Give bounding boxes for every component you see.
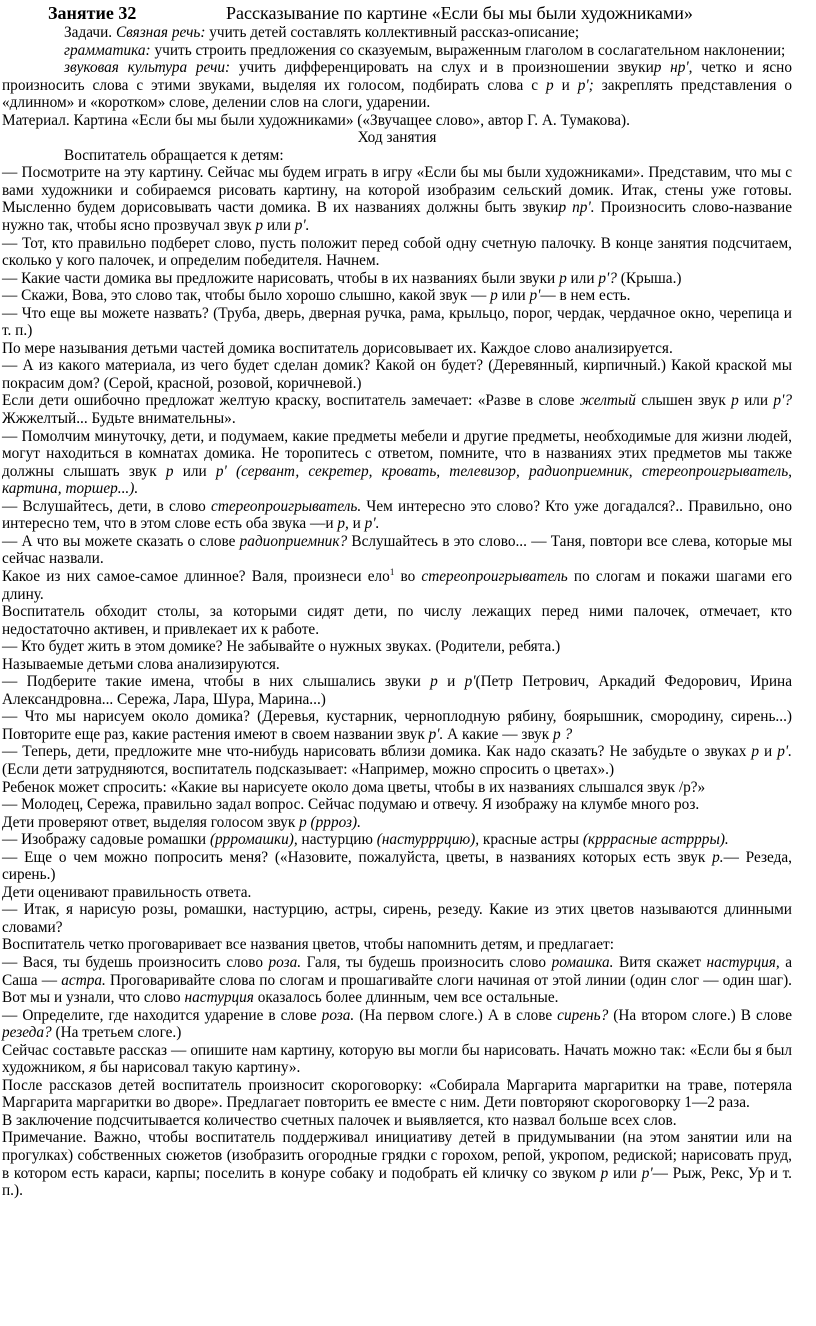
teacher-intro: Воспитатель обращается к детям: [64,146,284,164]
paragraph: В заключение подсчитывается количество счетных палочек и выявляется, кто назвал больше всех слов. [2,1111,677,1129]
paragraph: Дети проверяют ответ, выделяя голосом звук р (ррроз). [2,813,361,831]
tasks-sound: звуковая культура речи: учить дифференцировать на слух и в произношении звукир нр', четко и ясно произносить слова с этими звуками, выделяя их голосом, подбирать слова с р и р'; закреплять представления о «длинном» и «коротком» слове, делении слов на слоги, ударении. [2,59,793,112]
paragraph: Дети оценивают правильность ответа. [2,883,252,901]
lesson-number: Занятие 32 [48,3,137,23]
paragraph: — Скажи, Вова, это слово так, чтобы было хорошо слышно, какой звук — р или р'— в нем есть. [2,287,631,305]
paragraph: Сейчас составьте рассказ — опишите нам картину, которую вы могли бы нарисовать. Начать можно так: «Если бы я был художником, я бы нарисовал такую картину». [2,1041,792,1077]
paragraph: — А из какого материала, из чего будет сделан домик? Какой он будет? (Деревянный, кирпичный.) Какой краской мы покрасим дом? (Серой, красной, розовой, коричневой.) [2,357,792,392]
paragraph: — Какие части домика вы предложите нарисовать, чтобы в их названиях были звуки р или р'? (Крыша.) [2,269,682,287]
course-heading: Ход занятия [357,129,437,147]
paragraph: — Определите, где находится ударение в слове роза. (На первом слоге.) А в слове сирень? (На втором слоге.) В слове резеда? (На третьем слоге.) [2,1006,792,1042]
material-paragraph: Материал. Картина «Если бы мы были художниками» («Звучащее слово», автор Г. А. Тумакова). [2,111,630,129]
paragraph: Какое из них самое-самое длинное? Валя, произнеси ело$^1$ во стереопроигрыватель по слогам и покажи шагами его длину. [2,566,792,603]
paragraph: — Что мы нарисуем около домика? (Деревья, кустарник, черноплодную рябину, боярышник, смородину, сирень...) Повторите еще раз, какие растения имеют в своем названии звук р'. А какие — звук р ? [2,708,792,743]
paragraph: — Посмотрите на эту картину. Сейчас мы будем играть в игру «Если бы мы были художниками». Представим, что мы с вами художники и собираемся рисовать картину, на которой изобразим сельский домик. Итак, стены уже готовы. Мысленно будем дорисовывать части домика. В их названиях должны быть звукир пр'. Произносить слово-название нужно так, чтобы ясно прозвучал звук р или р'. [2,164,792,235]
paragraph: Ребенок может спросить: «Какие вы нарисуете около дома цветы, чтобы в их названиях слышался звук /р?» [2,778,706,796]
note-paragraph: Примечание. Важно, чтобы воспитатель поддерживал инициативу детей в придумывании (на этом занятии или на прогулках) собственных сюжетов (изобразить огородные грядки с горохом, репой, укропом, редиской; нарисовать пруд, в котором есть караси, карпы; поселить в конуре собаку и подобрать ей кличку со звуком р или р'— Рыж, Рекс, Ур и т. п.). [2,1129,792,1200]
paragraph: — А что вы можете сказать о слове радиоприемник? Вслушайтесь в это слово... — Таня, повтори все слева, которые мы сейчас назвали. [2,532,792,568]
paragraph: — Итак, я нарисую розы, ромашки, настурцию, астры, сирень, резеду. Какие из этих цветов называются длинными словами? [2,901,792,936]
paragraph: — Кто будет жить в этом домике? Не забывайте о нужных звуках. (Родители, ребята.) [2,638,561,656]
paragraph: — Подберите такие имена, чтобы в них слышались звуки р и р'(Петр Петрович, Аркадий Федорович, Ирина Александровна... Сережа, Лара, Шура, Марина...) [2,673,792,708]
paragraph: — Теперь, дети, предложите мне что-нибудь нарисовать вблизи домика. Как надо сказать? Не забудьте о звуках р и р'. (Если дети затрудняются, воспитатель подсказывает: «Например, можно спросить о цветах».) [2,743,792,778]
paragraph: — Еще о чем можно попросить меня? («Назовите, пожалуйста, цветы, в названиях которых есть звук р.— Резеда, сирень.) [2,848,792,884]
paragraph: Воспитатель обходит столы, за которыми сидят дети, по числу лежащих перед ними палочек, отмечает, кто недостаточно активен, и привлекает их к работе. [2,603,792,638]
paragraph: Воспитатель четко проговаривает все названия цветов, чтобы напомнить детям, и предлагает: [2,936,614,954]
paragraph: — Изображу садовые ромашки (ррромашки), настурцию (настурррцию), красные астры (кррраcные астррры). [2,831,729,849]
tasks-grammar: грамматика: учить строить предложения со сказуемым, выраженным глаголом в сослагательном наклонении; [64,41,786,59]
paragraph: — Молодец, Сережа, правильно задал вопрос. Сейчас подумаю и отвечу. Я изображу на клумбе много роз. [2,796,700,814]
tasks-speech: Задачи. Связная речь: учить детей составлять коллективный рассказ-описание; [64,24,580,41]
lesson-title: Рассказывание по картине «Если бы мы были художниками» [226,3,693,23]
paragraph: Если дети ошибочно предложат желтую краску, воспитатель замечает: «Разве в слове желтый слышен звук р или р'? Жжжелтый... Будьте внимательны». [2,392,792,428]
paragraph: — Что еще вы можете назвать? (Труба, дверь, дверная ручка, рама, крыльцо, порог, чердак, чердачное окно, черепица и т. п.) [2,304,792,340]
paragraph: — Вслушайтесь, дети, в слово стереопроигрыватель. Чем интересно это слово? Кто уже догадался?.. Правильно, оно интересно тем, что в этом слове есть оба звука —и р, и р'. [2,497,792,533]
paragraph: — Тот, кто правильно подберет слово, пусть положит перед собой одну счетную палочку. В конце занятия подсчитаем, сколько у кого палочек, и определим победителя. Начнем. [2,234,792,270]
paragraph: Называемые детьми слова анализируются. [2,655,280,673]
paragraph: — Вася, ты будешь произносить слово роза. Галя, ты будешь произносить слово ромашка. Витя скажет настурция, а Саша — астра. Проговаривайте слова по слогам и прошагивайте слоги начиная от этой линии (один слог — один шаг). Вот мы и узнали, что слово настурция оказалось более длинным, чем все остальные. [2,953,792,1007]
lesson-header [2,2,792,24]
paragraph: По мере называния детьми частей домика воспитатель дорисовывает их. Каждое слово анализируется. [2,339,673,357]
paragraph: После рассказов детей воспитатель произносит скороговорку: «Собирала Маргарита маргаритки на траве, потеряла Маргарита маргаритки во дворе». Предлагает повторить ее вместе с ним. Дети повторяют скороговорку 1—2 раза. [2,1076,792,1112]
paragraph: — Помолчим минуточку, дети, и подумаем, какие предметы мебели и другие предметы, необходимые для жизни людей, могут находиться в комнатах домика. Не торопитесь с ответом, помните, что в названиях этих предметов мы также должны слышать звук р или р' (сервант, секретер, кровать, телевизор, радиоприемник, стереопроигрыватель, картина, торшер...). [2,427,792,498]
